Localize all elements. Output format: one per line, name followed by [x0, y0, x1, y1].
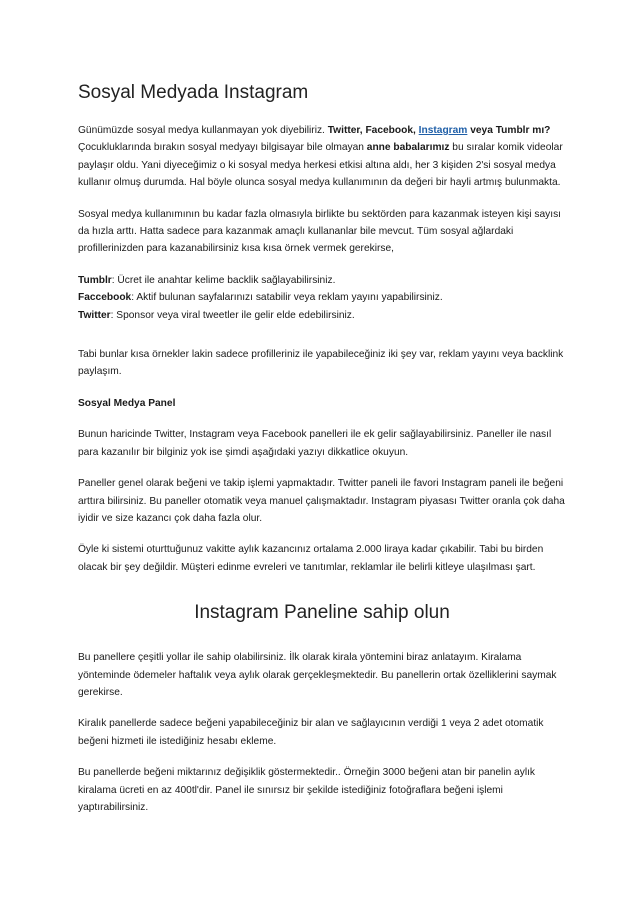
- intro-text-2: Çocukluklarında bırakın sosyal medyayı bilgisayar bile olmayan: [78, 142, 367, 154]
- list-item-twitter: [78, 307, 574, 324]
- paragraph-6: Öyle ki sistemi oturttuğunuz vakitte aylık kazancınız ortalama 2.000 liraya kadar çıkabilir. Tabi bu birden olacak bir şey değildir. Müşteri edinme evreleri ve tanıtımlar, reklamlar ile belirli kitleye ulaşılması şart.: [78, 544, 544, 573]
- intro-text-1: Günümüzde sosyal medya kullanmayan yok diyebiliriz.: [78, 125, 328, 136]
- section-heading-instagram-panel: Instagram Paneline sahip olun: [194, 602, 450, 624]
- paragraph-9: Bu panellerde beğeni miktarınız değişiklik göstermektedir.. Örneğin 3000 beğeni atan bir panelin aylık kiralama ücreti en az 400tl'dir. Panel ile sınırsız bir şekilde istediğiniz fotoğraflara beğeni işlemi yaptırabilirsiniz.: [78, 767, 536, 813]
- subheading-sosyal-medya-panel: Sosyal Medya Panel: [78, 397, 176, 409]
- paragraph-7: Bu panellere çeşitli yollar ile sahip olabilirsiniz. İlk olarak kirala yöntemini biraz anlatayım. Kiralama yönteminde ödemeler haftalık veya aylık olarak gerçekleşmektedir. Bu panellerin ortak özelliklerini saymak gerekirse.: [78, 652, 557, 698]
- intro-bold-2: veya Tumblr mı?: [467, 125, 551, 136]
- list-label-facebook: Faccebook: [78, 292, 132, 304]
- paragraph-5: Paneller genel olarak beğeni ve takip işlemi yapmaktadır. Twitter paneli ile favori Instagram paneli ile beğeni arttıra bilirsiniz. Bu paneller otomatik veya manuel çalışmaktadır. Instagram piyasası Twitter oranla çok daha iyidir ve size kazancı çok daha fazla olur.: [78, 478, 565, 524]
- paragraph-3: Tabi bunlar kısa örnekler lakin sadece profilleriniz ile yapabileceğiniz iki şey var, reklam yayını veya backlink paylaşım.: [78, 349, 564, 378]
- list-item-facebook: [78, 289, 574, 306]
- list-label-tumblr: Tumblr: [78, 274, 112, 286]
- paragraph-2: Sosyal medya kullanımının bu kadar fazla olmasıyla birlikte bu sektörden para kazanmak isteyen kişi sayısı da hızla arttı. Hatta sadece para kazanmak amaçlı kullananlar bile mevcut. Tüm sosyal ağlardaki profillerinizden para kazanabilirsiniz kısa kısa örnek vermek gerekirse,: [78, 208, 562, 255]
- list-text-facebook: : Aktif bulunan sayfalarınızı satabilir veya reklam yayını yapabilirsiniz.: [131, 292, 443, 304]
- list-text-tumblr: : Ücret ile anahtar kelime backlik sağlayabilirsiniz.: [111, 274, 336, 286]
- paragraph-8: Kiralık panellerde sadece beğeni yapabileceğiniz bir alan ve sağlayıcının verdiği 1 veya 2 adet otomatik beğeni hizmeti ile istediğiniz hesabı ekleme.: [78, 718, 544, 747]
- intro-bold-3: anne babalarımız: [366, 142, 450, 154]
- intro-bold-1: Twitter, Facebook,: [327, 125, 419, 136]
- list-item-tumblr: [78, 272, 574, 289]
- intro-text-3: bu sıralar komik videolar paylaşır oldu. Yani diyeceğimiz o ki sosyal medya herkesi etkisi altına aldı, her 3 kişiden 2'si sosyal medya kullanır olmuş durumda. Hal böyle olunca sosyal medya kullanımının da değeri bir hayli artmış bulunmakta.: [78, 142, 563, 189]
- instagram-link[interactable]: Instagram: [418, 125, 468, 136]
- paragraph-intro: [78, 122, 574, 192]
- list-label-twitter: Twitter: [78, 309, 111, 321]
- document-title: Sosyal Medyada Instagram: [78, 82, 309, 103]
- list-text-twitter: : Sponsor veya viral tweetler ile gelir elde edebilirsiniz.: [110, 309, 355, 321]
- paragraph-4: Bunun haricinde Twitter, Instagram veya Facebook panelleri ile ek gelir sağlayabilirsiniz. Paneller ile nasıl para kazanılır bir bilginiz yok ise şimdi aşağıdaki yazıyı dikkatlice okuyun.: [78, 429, 552, 458]
